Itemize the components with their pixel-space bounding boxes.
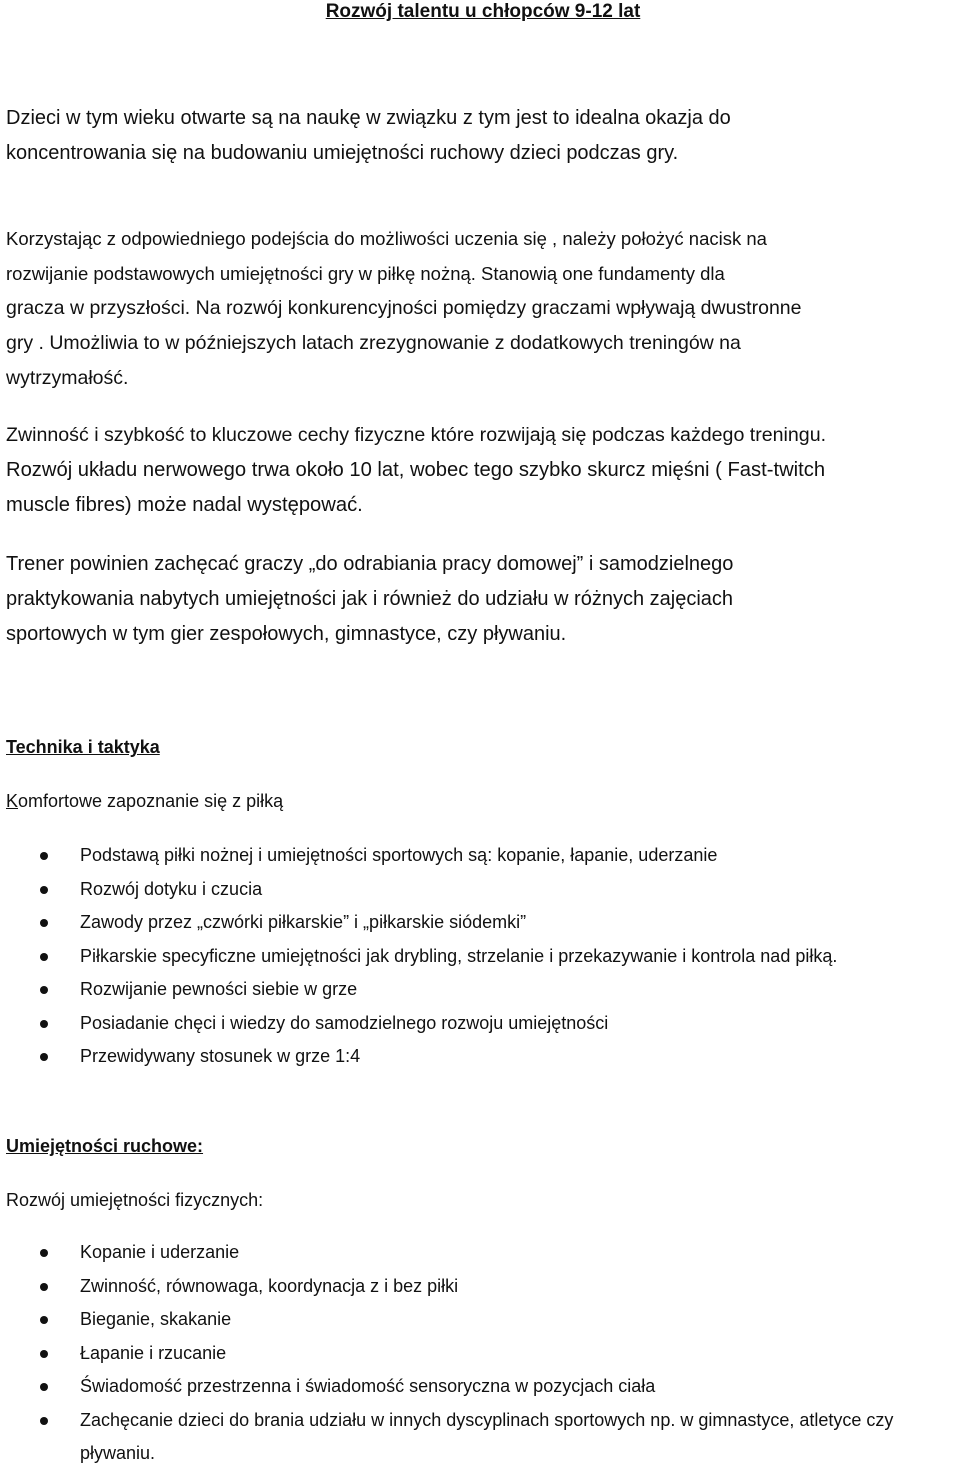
document-title: Rozwój talentu u chłopców 9-12 lat xyxy=(325,1,641,22)
list-item xyxy=(0,973,950,1007)
list-item xyxy=(0,1270,950,1304)
list-item-text: Rozwój dotyku i czucia xyxy=(80,878,263,899)
paragraph-line: Korzystając z odpowiedniego podejścia do możliwości uczenia się , należy położyć nacisk na xyxy=(6,228,767,249)
subheading-first-letter: K xyxy=(6,791,19,811)
bullet-icon xyxy=(40,1053,48,1061)
paragraph-line: muscle fibres) może nadal występować. xyxy=(6,494,363,516)
paragraph-line: rozwijanie podstawowych umiejętności gry w piłkę nożną. Stanowią one fundamenty dla xyxy=(6,263,725,284)
ruchowe-bullet-list xyxy=(0,1236,950,1471)
paragraph-line: gracza w przyszłości. Na rozwój konkurencyjności pomiędzy graczami wpływają dwustronne xyxy=(6,297,802,319)
list-item-text: Bieganie, skakanie xyxy=(80,1309,232,1329)
list-item xyxy=(0,940,950,974)
paragraph-coach xyxy=(6,547,954,652)
bullet-icon xyxy=(40,1020,48,1028)
list-item-text: Łapanie i rzucanie xyxy=(80,1342,227,1363)
paragraph-line: koncentrowania się na budowaniu umiejętności ruchowy dzieci podczas gry. xyxy=(6,142,679,164)
technika-bullet-list xyxy=(0,839,950,1074)
list-item xyxy=(0,1370,950,1404)
list-item xyxy=(0,1404,950,1471)
list-item-text: Zwinność, równowaga, koordynacja z i bez piłki xyxy=(80,1275,459,1296)
list-item-text: Piłkarskie specyficzne umiejętności jak drybling, strzelanie i przekazywanie i kontrola nad piłką. xyxy=(80,945,838,966)
subheading-rest: omfortowe zapoznanie się z piłką xyxy=(18,791,284,811)
section-heading-ruchowe: Umiejętności ruchowe: xyxy=(6,1136,204,1156)
list-item-text: Podstawą piłki nożnej i umiejętności sportowych są: kopanie, łapanie, uderzanie xyxy=(80,845,718,865)
bullet-icon xyxy=(40,852,48,860)
paragraph-line: Dzieci w tym wieku otwarte są na naukę w związku z tym jest to idealna okazja do xyxy=(6,107,731,129)
paragraph-line: wytrzymałość. xyxy=(6,367,129,389)
bullet-icon xyxy=(40,953,48,961)
paragraph-line: gry . Umożliwia to w późniejszych latach zrezygnowanie z dodatkowych treningów na xyxy=(6,332,741,354)
paragraph-intro xyxy=(6,101,954,171)
paragraph-line: praktykowania nabytych umiejętności jak i również do udziału w różnych zajęciach xyxy=(6,588,734,610)
list-item-text: Zawody przez „czwórki piłkarskie” i „piłkarskie siódemki” xyxy=(80,912,527,932)
subheading-fizyczne: Rozwój umiejętności fizycznych: xyxy=(6,1190,264,1210)
bullet-icon xyxy=(40,919,48,927)
subheading-komfortowe xyxy=(6,789,283,813)
bullet-icon xyxy=(40,1383,48,1391)
paragraph-line: sportowych w tym gier zespołowych, gimnastyce, czy pływaniu. xyxy=(6,623,567,645)
list-item-text: Świadomość przestrzenna i świadomość sensoryczna w pozycjach ciała xyxy=(80,1376,656,1396)
list-item-text: Posiadanie chęci i wiedzy do samodzielnego rozwoju umiejętności xyxy=(80,1012,609,1033)
list-item xyxy=(0,873,950,907)
bullet-icon xyxy=(40,1350,48,1358)
section-heading-technika: Technika i taktyka xyxy=(6,737,160,757)
bullet-icon xyxy=(40,886,48,894)
list-item-text: Kopanie i uderzanie xyxy=(80,1242,240,1262)
paragraph-line: Trener powinien zachęcać graczy „do odrabiania pracy domowej” i samodzielnego xyxy=(6,553,734,575)
paragraph-agility xyxy=(6,418,954,523)
list-item-text: Przewidywany stosunek w grze 1:4 xyxy=(80,1046,361,1066)
list-item xyxy=(0,1303,950,1337)
list-item xyxy=(0,839,950,873)
paragraph-approach xyxy=(6,221,954,396)
list-item xyxy=(0,1236,950,1270)
bullet-icon xyxy=(40,1249,48,1257)
list-item xyxy=(0,1007,950,1041)
bullet-icon xyxy=(40,986,48,994)
list-item-text: Rozwijanie pewności siebie w grze xyxy=(80,979,358,999)
paragraph-line: Rozwój układu nerwowego trwa około 10 lat, wobec tego szybko skurcz mięśni ( Fast-twitch xyxy=(6,459,826,481)
bullet-icon xyxy=(40,1316,48,1324)
list-item-text: Zachęcanie dzieci do brania udziału w innych dyscyplinach sportowych np. w gimnastyce, atletyce czy pływaniu. xyxy=(80,1409,894,1463)
paragraph-line: Zwinność i szybkość to kluczowe cechy fizyczne które rozwijają się podczas każdego treningu. xyxy=(6,424,827,446)
bullet-icon xyxy=(40,1417,48,1425)
list-item xyxy=(0,906,950,940)
bullet-icon xyxy=(40,1283,48,1291)
list-item xyxy=(0,1337,950,1371)
list-item xyxy=(0,1040,950,1074)
